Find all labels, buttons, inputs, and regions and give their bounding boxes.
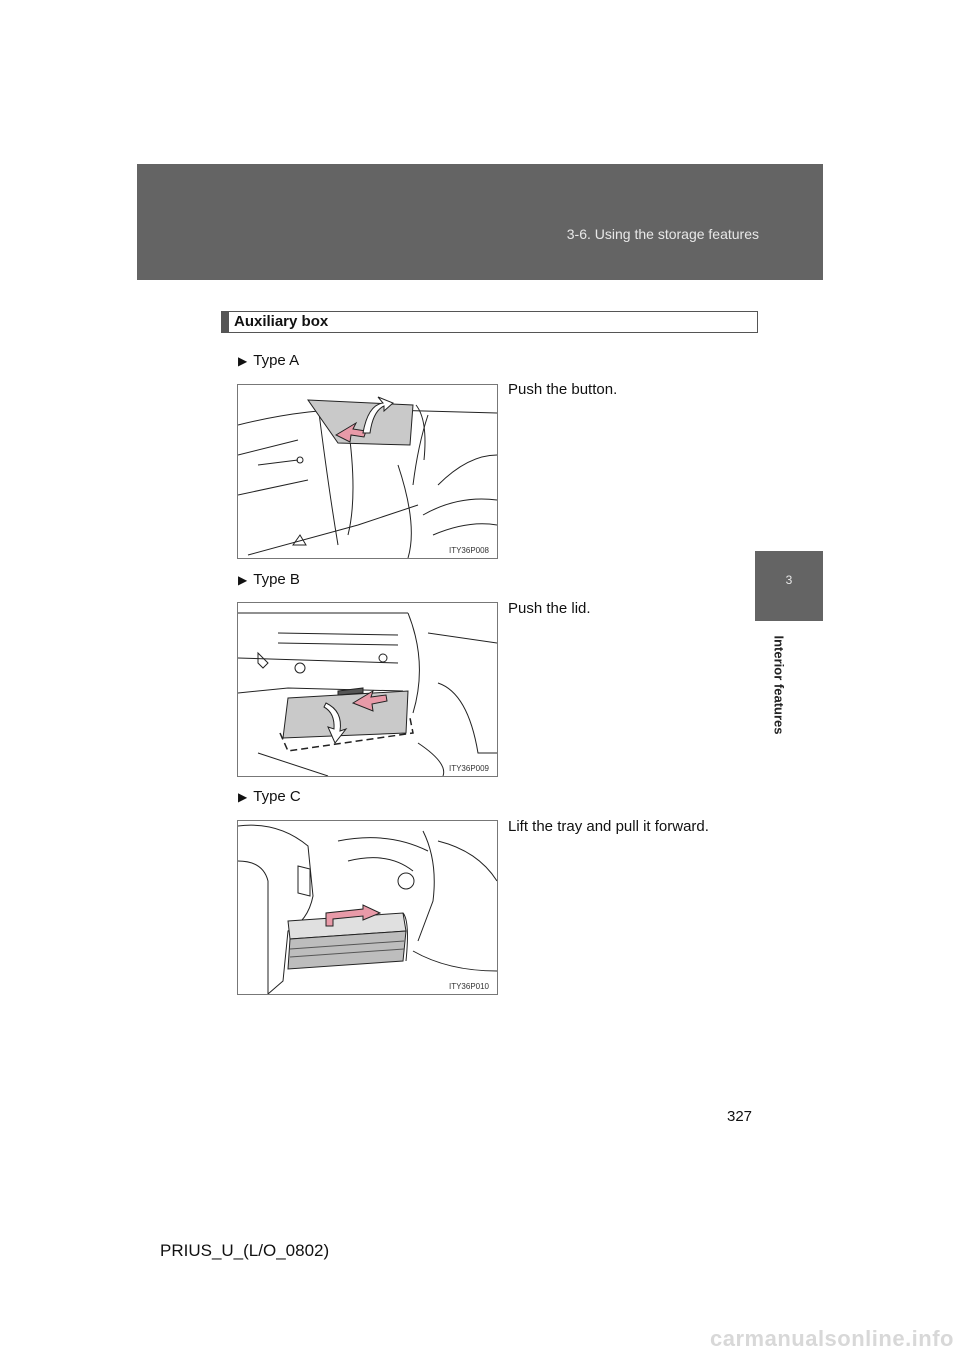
footer-document-code: PRIUS_U_(L/O_0802) <box>160 1241 330 1260</box>
type-a-label: ▶ Type A <box>238 352 300 369</box>
section-title: Auxiliary box <box>234 313 329 330</box>
header-section-title: 3-6. Using the storage features <box>566 226 759 242</box>
illustration-dashboard-lid <box>238 603 497 776</box>
bullet-triangle-icon: ▶ <box>238 790 248 804</box>
type-c-label: ▶ Type C <box>238 788 301 805</box>
illustration-dashboard-button <box>238 385 497 558</box>
figure-type-c <box>237 820 498 995</box>
illustration-console-tray <box>238 821 497 994</box>
figure-code: ITY36P010 <box>448 982 489 991</box>
page-number: 327 <box>727 1108 753 1125</box>
type-c-instruction: Lift the tray and pull it forward. <box>508 818 709 835</box>
bullet-triangle-icon: ▶ <box>238 354 248 368</box>
figure-type-a <box>237 384 498 559</box>
header-band <box>137 164 823 280</box>
watermark-text: carmanualsonline.info <box>710 1326 954 1351</box>
chapter-tab <box>755 551 823 621</box>
chapter-number: 3 <box>785 573 793 587</box>
type-a-instruction: Push the button. <box>508 381 618 398</box>
type-b-label: ▶ Type B <box>238 571 300 588</box>
figure-code: ITY36P008 <box>448 546 489 555</box>
figure-type-b <box>237 602 498 777</box>
chapter-label-vertical <box>771 630 787 740</box>
section-title-box <box>221 311 758 333</box>
section-title-bar <box>222 312 229 332</box>
bullet-triangle-icon: ▶ <box>238 573 248 587</box>
type-b-instruction: Push the lid. <box>508 600 591 617</box>
chapter-label: Interior features <box>771 635 787 735</box>
figure-code: ITY36P009 <box>448 764 489 773</box>
